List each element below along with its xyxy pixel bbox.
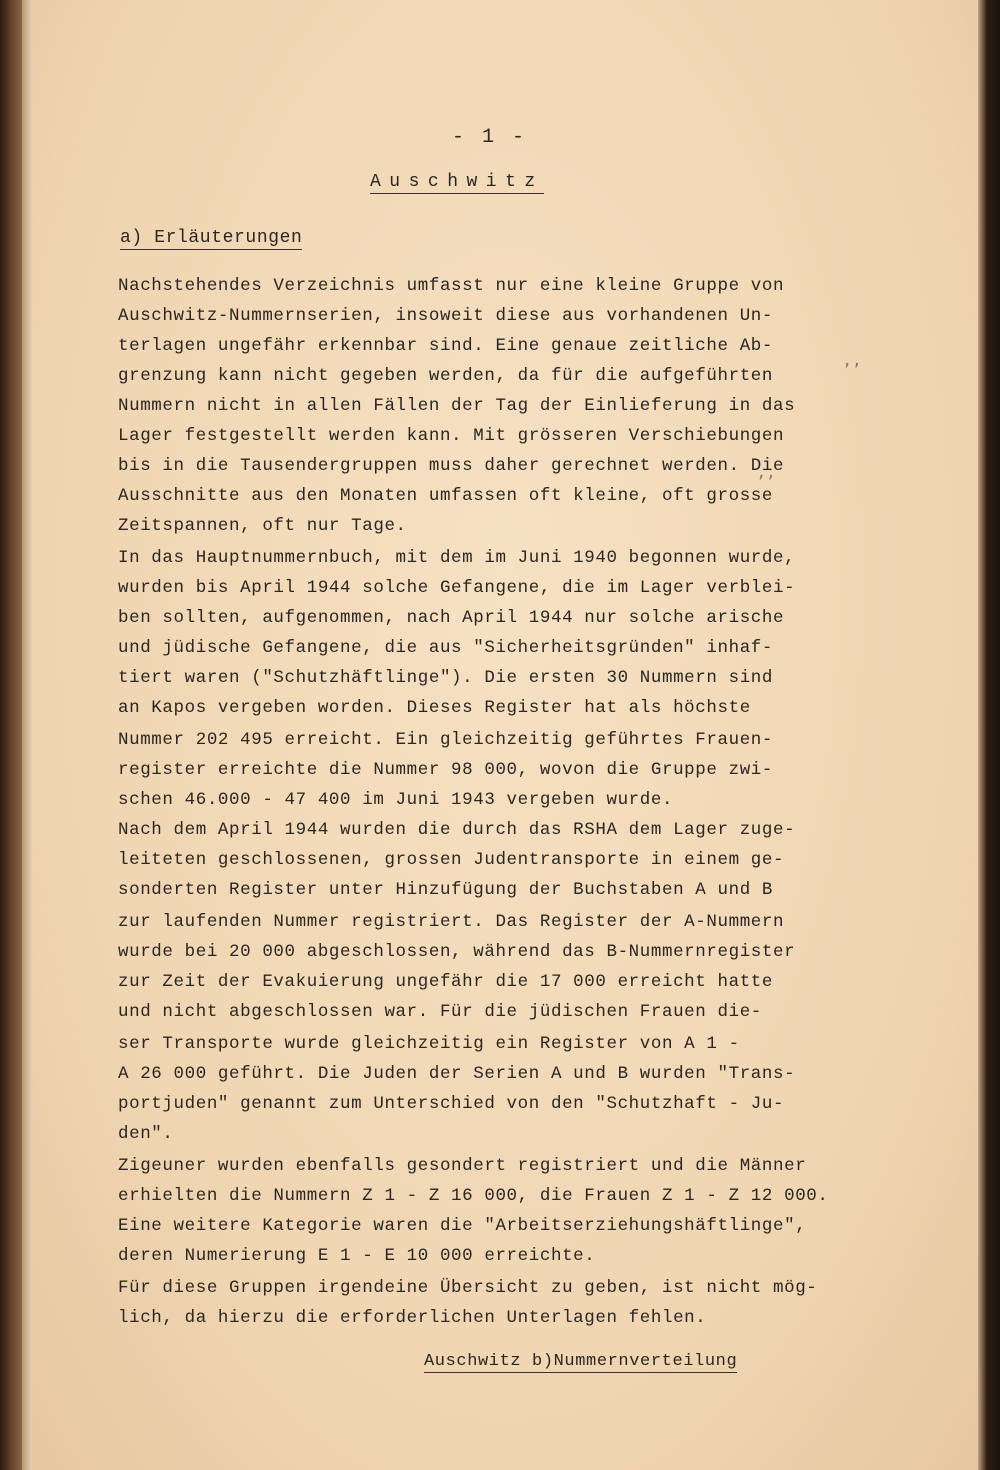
- body-line: an Kapos vergeben worden. Dieses Register hat als höchste: [118, 698, 751, 718]
- margin-pencil-mark: ʼʼ: [756, 472, 776, 491]
- page-title: Auschwitz: [370, 172, 544, 192]
- body-line: Lager festgestellt werden kann. Mit grösseren Verschiebungen: [118, 426, 785, 446]
- body-line: tiert waren ("Schutzhäftlinge"). Die ersten 30 Nummern sind: [118, 668, 774, 688]
- body-line: Nachstehendes Verzeichnis umfasst nur eine kleine Gruppe von: [118, 276, 785, 296]
- body-line: und nicht abgeschlossen war. Für die jüdischen Frauen die-: [118, 1002, 762, 1022]
- body-line: grenzung kann nicht gegeben werden, da für die aufgeführten: [118, 366, 774, 386]
- body-line: erhielten die Nummern Z 1 - Z 16 000, die Frauen Z 1 - Z 12 000.: [118, 1186, 829, 1206]
- body-line: lich, da hierzu die erforderlichen Unterlagen fehlen.: [118, 1308, 707, 1328]
- body-line: ben sollten, aufgenommen, nach April 1944 nur solche arische: [118, 608, 785, 628]
- section-heading: a) Erläuterungen: [120, 228, 303, 248]
- body-line: Zeitspannen, oft nur Tage.: [118, 516, 407, 536]
- body-line: Eine weitere Kategorie waren die "Arbeitserziehungshäftlinge",: [118, 1216, 807, 1236]
- body-line: zur Zeit der Evakuierung ungefähr die 17 000 erreicht hatte: [118, 972, 774, 992]
- body-line: portjuden" genannt zum Unterschied von den "Schutzhaft - Ju-: [118, 1094, 785, 1114]
- body-line: zur laufenden Nummer registriert. Das Register der A-Nummern: [118, 912, 785, 932]
- margin-pencil-mark: ʼʼ: [842, 360, 862, 379]
- body-line: leiteten geschlossenen, grossen Judentransporte in einem ge-: [118, 850, 785, 870]
- body-line: A 26 000 geführt. Die Juden der Serien A und B wurden "Trans-: [118, 1064, 796, 1084]
- body-line: den".: [118, 1124, 174, 1144]
- body-line: Ausschnitte aus den Monaten umfassen oft kleine, oft grosse: [118, 486, 774, 506]
- page-right-edge: [978, 0, 1000, 1470]
- body-line: bis in die Tausendergruppen muss daher gerechnet werden. Die: [118, 456, 785, 476]
- body-line: wurde bei 20 000 abgeschlossen, während das B-Nummernregister: [118, 942, 796, 962]
- body-line: deren Numerierung E 1 - E 10 000 erreichte.: [118, 1246, 596, 1266]
- body-line: terlagen ungefähr erkennbar sind. Eine genaue zeitliche Ab-: [118, 336, 774, 356]
- body-line: wurden bis April 1944 solche Gefangene, die im Lager verblei-: [118, 578, 796, 598]
- page-number: - 1 -: [452, 126, 528, 149]
- body-line: Nach dem April 1944 wurden die durch das RSHA dem Lager zuge-: [118, 820, 796, 840]
- body-line: register erreichte die Nummer 98 000, wovon die Gruppe zwi-: [118, 760, 774, 780]
- page-gutter: [22, 0, 32, 1470]
- body-line: In das Hauptnummernbuch, mit dem im Juni 1940 begonnen wurde,: [118, 548, 796, 568]
- body-line: schen 46.000 - 47 400 im Juni 1943 vergeben wurde.: [118, 790, 674, 810]
- footer-continuation-reference: Auschwitz b)Nummernverteilung: [424, 1352, 738, 1371]
- book-binding: [0, 0, 22, 1470]
- body-line: Für diese Gruppen irgendeine Übersicht zu geben, ist nicht mög-: [118, 1278, 818, 1298]
- body-line: Nummer 202 495 erreicht. Ein gleichzeitig geführtes Frauen-: [118, 730, 774, 750]
- body-line: Nummern nicht in allen Fällen der Tag der Einlieferung in das: [118, 396, 796, 416]
- body-line: Zigeuner wurden ebenfalls gesondert registriert und die Männer: [118, 1156, 807, 1176]
- body-line: sonderten Register unter Hinzufügung der Buchstaben A und B: [118, 880, 774, 900]
- body-line: Auschwitz-Nummernserien, insoweit diese aus vorhandenen Un-: [118, 306, 774, 326]
- body-line: ser Transporte wurde gleichzeitig ein Register von A 1 -: [118, 1034, 740, 1054]
- body-line: und jüdische Gefangene, die aus "Sicherheitsgründen" inhaf-: [118, 638, 774, 658]
